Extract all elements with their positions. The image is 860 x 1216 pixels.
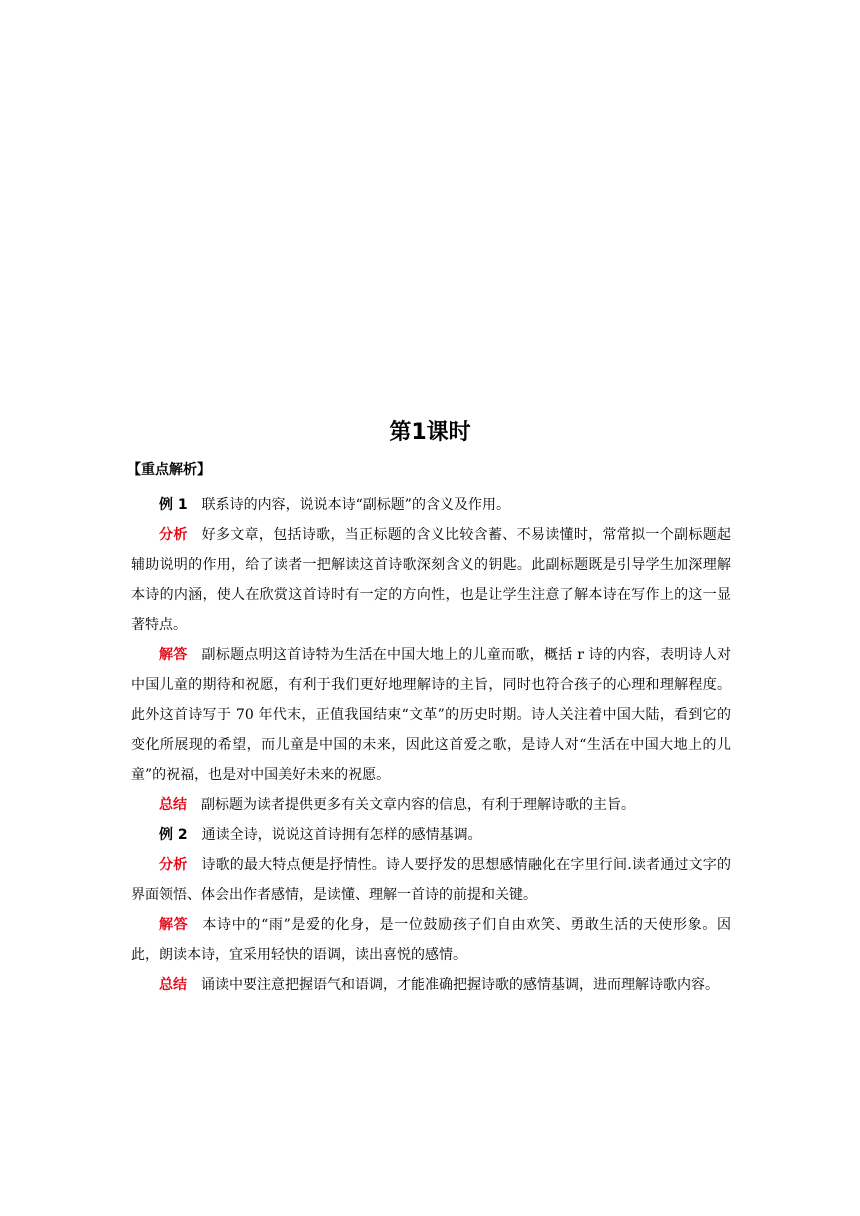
document-body xyxy=(131,490,731,1000)
example-1-analysis xyxy=(131,520,731,640)
summary-label: 总结 xyxy=(159,797,187,813)
section-heading: 【重点解析】 xyxy=(127,462,211,478)
example-1-question xyxy=(131,490,731,520)
paragraph-text: 副标题点明这首诗特为生活在中国大地上的儿童而歌，概括 r 诗的内容，表明诗人对中国儿童的期待和祝愿，有利于我们更好地理解诗的主旨，同时也符合孩子的心理和理解程度。此外这首诗写于 70 年代末，正值我国结束“文革”的历史时期。诗人关注着中国大陆，看到它的变化所展现的希望，而儿童是中国的未来，因此这首爱之歌，是诗人对“生活在中国大地上的儿童”的祝福，也是对中国美好未来的祝愿。 xyxy=(131,647,732,783)
analysis-label: 分析 xyxy=(159,857,188,873)
example-label: 例 1 xyxy=(159,497,188,513)
summary-label: 总结 xyxy=(159,977,187,993)
answer-label: 解答 xyxy=(159,917,189,933)
example-2-summary xyxy=(131,970,731,1000)
example-1-answer xyxy=(131,640,731,790)
example-2-analysis xyxy=(131,850,731,910)
page-title: 第1课时 xyxy=(389,420,471,445)
paragraph-text: 通读全诗，说说这首诗拥有怎样的感情基调。 xyxy=(201,827,482,843)
paragraph-text: 诗歌的最大特点便是抒情性。诗人要抒发的思想感情融化在字里行间.读者通过文字的界面领悟、体会出作者感情，是读懂、理解一首诗的前提和关键。 xyxy=(131,857,731,903)
example-label: 例 2 xyxy=(159,827,188,843)
example-2-answer xyxy=(131,910,731,970)
paragraph-text: 联系诗的内容，说说本诗“副标题”的含义及作用。 xyxy=(201,497,510,513)
example-1-summary xyxy=(131,790,731,820)
paragraph-text: 诵读中要注意把握语气和语调，才能准确把握诗歌的感情基调，进而理解诗歌内容。 xyxy=(201,977,719,993)
example-2-question xyxy=(131,820,731,850)
paragraph-text: 本诗中的“雨”是爱的化身，是一位鼓励孩子们自由欢笑、勇敢生活的天使形象。因此，朗读本诗，宜采用轻快的语调，读出喜悦的感情。 xyxy=(131,917,732,963)
paragraph-text: 好多文章，包括诗歌，当正标题的含义比较含蓄、不易读懂时，常常拟一个副标题起辅助说明的作用，给了读者一把解读这首诗歌深刻含义的钥匙。此副标题既是引导学生加深理解本诗的内涵，使人在欣赏这首诗时有一定的方向性，也是让学生注意了解本诗在写作上的这一显著特点。 xyxy=(131,527,732,633)
answer-label: 解答 xyxy=(159,647,188,663)
paragraph-text: 副标题为读者提供更多有关文章内容的信息，有利于理解诗歌的主旨。 xyxy=(201,797,635,813)
analysis-label: 分析 xyxy=(159,527,188,543)
